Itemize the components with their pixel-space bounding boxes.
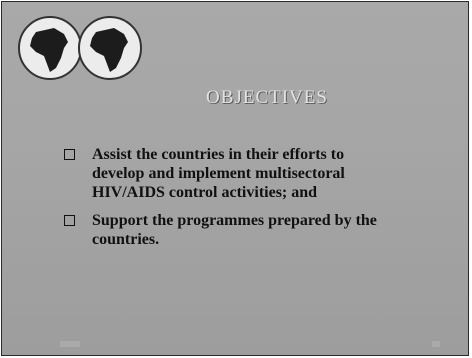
slide-title: OBJECTIVES	[206, 87, 328, 108]
bullet-line: develop and implement multisectoral	[92, 165, 345, 182]
bullet-line: Assist the countries in their efforts to	[92, 146, 345, 163]
bullet-line: Support the programmes prepared by the	[92, 212, 377, 229]
checkbox-bullet-icon	[64, 149, 75, 160]
list-item	[62, 145, 462, 202]
bullet-line: HIV/AIDS control activities; and	[92, 184, 318, 201]
footer-mark	[60, 341, 80, 347]
slide	[1, 1, 469, 356]
africa-globes-logo-icon	[14, 12, 144, 82]
bullet-line: countries.	[92, 231, 160, 248]
checkbox-bullet-icon	[64, 215, 75, 226]
objectives-list	[62, 145, 462, 258]
list-item	[62, 211, 462, 249]
footer-mark	[432, 341, 440, 347]
